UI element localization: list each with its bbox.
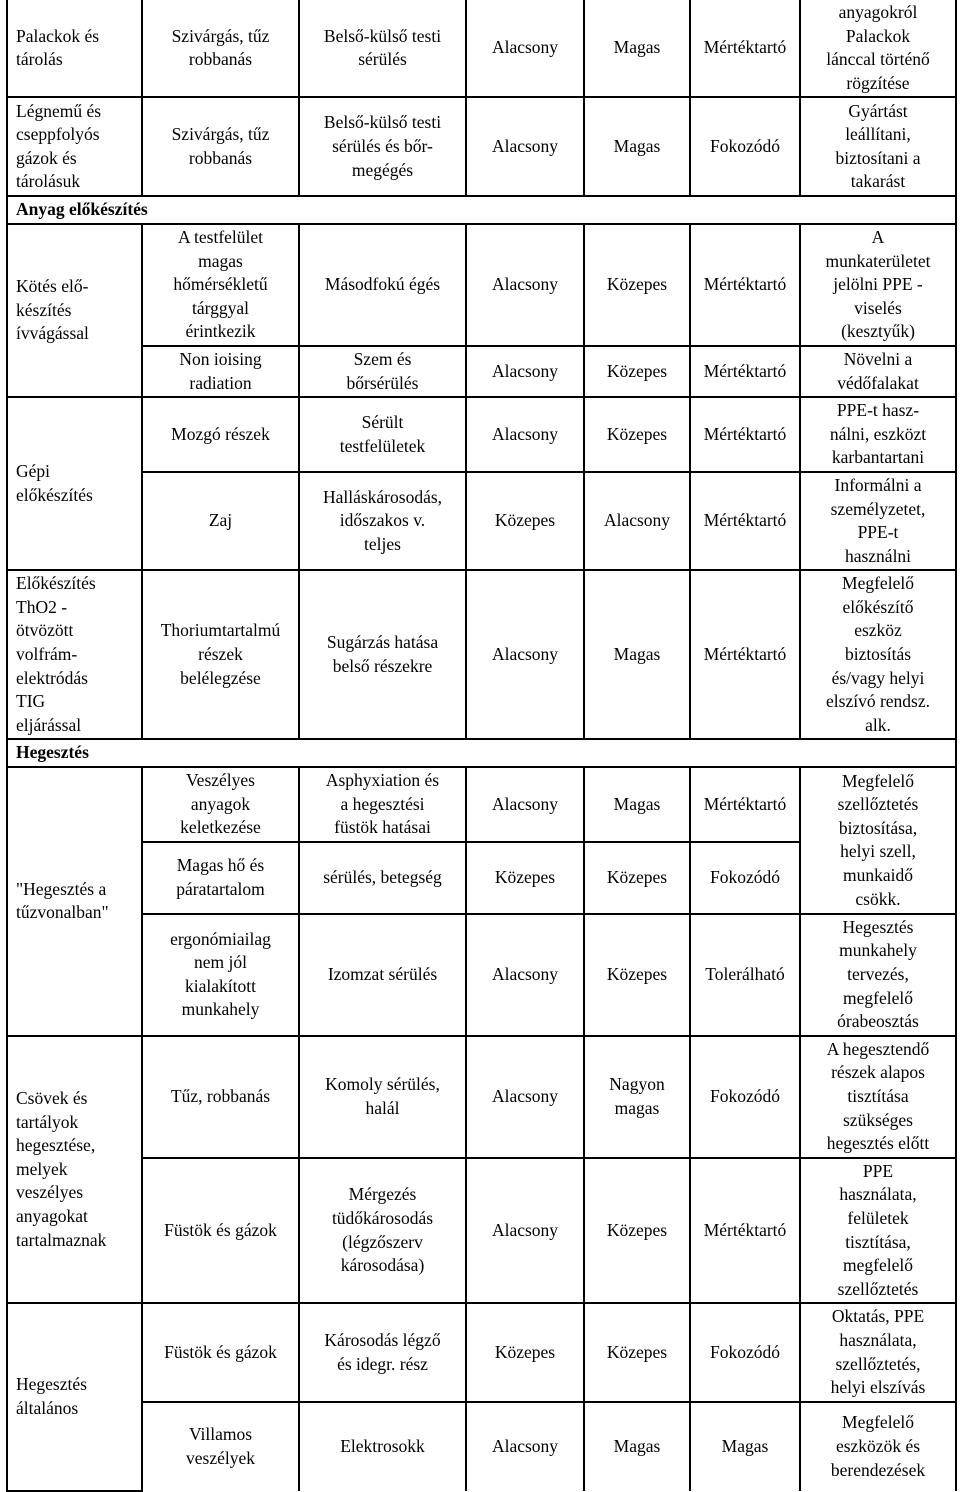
measure-cell: Informálni a személyzetet, PPE-t használni bbox=[800, 472, 956, 570]
table-row bbox=[7, 97, 956, 196]
measure-cell: Megfelelő szellőztetés biztosítása, helyi szell, munkaidő csökk. bbox=[800, 767, 956, 914]
table-row bbox=[7, 1303, 956, 1401]
hazard-cell: ergonómiailag nem jól kialakított munkahely bbox=[142, 914, 299, 1036]
measure-cell: A munkaterületet jelölni PPE - viselés (kesztyűk) bbox=[800, 224, 956, 346]
table-row bbox=[7, 346, 956, 397]
severity-cell: Magas bbox=[584, 97, 690, 196]
severity-cell: Magas bbox=[584, 767, 690, 842]
hazard-cell: Füstök és gázok bbox=[142, 1303, 299, 1401]
probability-cell: Közepes bbox=[466, 842, 584, 914]
risk-assessment-table bbox=[6, 0, 957, 1492]
severity-cell: Magas bbox=[584, 1402, 690, 1491]
table-row bbox=[7, 224, 956, 346]
probability-cell: Alacsony bbox=[466, 1036, 584, 1158]
effect-cell: Sugárzás hatása belső részekre bbox=[299, 570, 466, 739]
measure-cell: anyagokról Palackok lánccal történő rögzítése bbox=[800, 0, 956, 97]
probability-cell: Alacsony bbox=[466, 346, 584, 397]
probability-cell: Alacsony bbox=[466, 0, 584, 97]
effect-cell: Belső-külső testi sérülés bbox=[299, 0, 466, 97]
risk-cell: Mértéktartó bbox=[690, 472, 800, 570]
effect-cell: Belső-külső testi sérülés és bőr- megégés bbox=[299, 97, 466, 196]
section-heading: Anyag előkészítés bbox=[7, 196, 956, 224]
hazard-cell: Tűz, robbanás bbox=[142, 1036, 299, 1158]
probability-cell: Alacsony bbox=[466, 1402, 584, 1491]
activity-cell: Csövek és tartályok hegesztése, melyek veszélyes anyagokat tartalmaznak bbox=[7, 1036, 142, 1304]
effect-cell: Komoly sérülés, halál bbox=[299, 1036, 466, 1158]
hazard-cell: Mozgó részek bbox=[142, 397, 299, 472]
risk-cell: Mértéktartó bbox=[690, 1158, 800, 1304]
risk-cell: Magas bbox=[690, 1402, 800, 1491]
risk-cell: Fokozódó bbox=[690, 1036, 800, 1158]
table-row bbox=[7, 1402, 956, 1491]
effect-cell: Asphyxiation és a hegesztési füstök hatásai bbox=[299, 767, 466, 842]
hazard-cell: Thoriumtartalmú részek belélegzése bbox=[142, 570, 299, 739]
severity-cell: Közepes bbox=[584, 842, 690, 914]
severity-cell: Közepes bbox=[584, 397, 690, 472]
table-row bbox=[7, 914, 956, 1036]
probability-cell: Alacsony bbox=[466, 767, 584, 842]
probability-cell: Alacsony bbox=[466, 1158, 584, 1304]
risk-cell: Mértéktartó bbox=[690, 0, 800, 97]
severity-cell: Közepes bbox=[584, 1158, 690, 1304]
severity-cell: Közepes bbox=[584, 224, 690, 346]
hazard-cell: Veszélyes anyagok keletkezése bbox=[142, 767, 299, 842]
effect-cell: Szem és bőrsérülés bbox=[299, 346, 466, 397]
section-heading: Hegesztés bbox=[7, 739, 956, 767]
activity-cell: Palackok és tárolás bbox=[7, 0, 142, 97]
severity-cell: Közepes bbox=[584, 1303, 690, 1401]
effect-cell: Izomzat sérülés bbox=[299, 914, 466, 1036]
hazard-cell: Szivárgás, tűz robbanás bbox=[142, 97, 299, 196]
table-row bbox=[7, 767, 956, 842]
measure-cell: Hegesztés munkahely tervezés, megfelelő órabeosztás bbox=[800, 914, 956, 1036]
table-row bbox=[7, 570, 956, 739]
probability-cell: Közepes bbox=[466, 1303, 584, 1401]
activity-cell: Előkészítés ThO2 - ötvözött volfrám- elektródás TIG eljárással bbox=[7, 570, 142, 739]
table-row bbox=[7, 1158, 956, 1304]
measure-cell: Oktatás, PPE használata, szellőztetés, helyi elszívás bbox=[800, 1303, 956, 1401]
severity-cell: Nagyon magas bbox=[584, 1036, 690, 1158]
measure-cell: Növelni a védőfalakat bbox=[800, 346, 956, 397]
activity-cell: Gépi előkészítés bbox=[7, 397, 142, 570]
effect-cell: Halláskárosodás, időszakos v. teljes bbox=[299, 472, 466, 570]
risk-cell: Mértéktartó bbox=[690, 767, 800, 842]
hazard-cell: Magas hő és páratartalom bbox=[142, 842, 299, 914]
measure-cell: A hegesztendő részek alapos tisztítása szükséges hegesztés előtt bbox=[800, 1036, 956, 1158]
effect-cell: Mérgezés tüdőkárosodás (légzőszerv károsodása) bbox=[299, 1158, 466, 1304]
section-row bbox=[7, 739, 956, 767]
hazard-cell: Zaj bbox=[142, 472, 299, 570]
effect-cell: Sérült testfelületek bbox=[299, 397, 466, 472]
risk-cell: Mértéktartó bbox=[690, 224, 800, 346]
probability-cell: Alacsony bbox=[466, 224, 584, 346]
table-row bbox=[7, 397, 956, 472]
probability-cell: Alacsony bbox=[466, 570, 584, 739]
effect-cell: Elektrosokk bbox=[299, 1402, 466, 1491]
hazard-cell: A testfelület magas hőmérsékletű tárggyal érintkezik bbox=[142, 224, 299, 346]
risk-cell: Fokozódó bbox=[690, 842, 800, 914]
measure-cell: Megfelelő előkészítő eszköz biztosítás és/vagy helyi elszívó rendsz. alk. bbox=[800, 570, 956, 739]
table-row bbox=[7, 0, 956, 97]
probability-cell: Alacsony bbox=[466, 97, 584, 196]
risk-cell: Mértéktartó bbox=[690, 346, 800, 397]
severity-cell: Magas bbox=[584, 570, 690, 739]
hazard-cell: Füstök és gázok bbox=[142, 1158, 299, 1304]
hazard-cell: Villamos veszélyek bbox=[142, 1402, 299, 1491]
effect-cell: Károsodás légző és idegr. rész bbox=[299, 1303, 466, 1401]
probability-cell: Alacsony bbox=[466, 914, 584, 1036]
measure-cell: PPE-t hasz- nálni, eszközt karbantartani bbox=[800, 397, 956, 472]
activity-cell: Kötés elő- készítés ívvágással bbox=[7, 224, 142, 397]
table-row bbox=[7, 472, 956, 570]
hazard-cell: Non ioising radiation bbox=[142, 346, 299, 397]
risk-cell: Mértéktartó bbox=[690, 570, 800, 739]
effect-cell: sérülés, betegség bbox=[299, 842, 466, 914]
probability-cell: Közepes bbox=[466, 472, 584, 570]
measure-cell: Megfelelő eszközök és berendezések bbox=[800, 1402, 956, 1491]
risk-cell: Mértéktartó bbox=[690, 397, 800, 472]
effect-cell: Másodfokú égés bbox=[299, 224, 466, 346]
severity-cell: Magas bbox=[584, 0, 690, 97]
risk-cell: Fokozódó bbox=[690, 97, 800, 196]
severity-cell: Közepes bbox=[584, 914, 690, 1036]
severity-cell: Közepes bbox=[584, 346, 690, 397]
table-row bbox=[7, 1036, 956, 1158]
activity-cell: "Hegesztés a tűzvonalban" bbox=[7, 767, 142, 1036]
probability-cell: Alacsony bbox=[466, 397, 584, 472]
section-row bbox=[7, 196, 956, 224]
activity-cell: Hegesztés általános bbox=[7, 1303, 142, 1490]
measure-cell: PPE használata, felületek tisztítása, megfelelő szellőztetés bbox=[800, 1158, 956, 1304]
hazard-cell: Szivárgás, tűz robbanás bbox=[142, 0, 299, 97]
severity-cell: Alacsony bbox=[584, 472, 690, 570]
measure-cell: Gyártást leállítani, biztosítani a takarást bbox=[800, 97, 956, 196]
risk-cell: Tolerálható bbox=[690, 914, 800, 1036]
activity-cell: Légnemű és cseppfolyós gázok és tárolásuk bbox=[7, 97, 142, 196]
risk-cell: Fokozódó bbox=[690, 1303, 800, 1401]
